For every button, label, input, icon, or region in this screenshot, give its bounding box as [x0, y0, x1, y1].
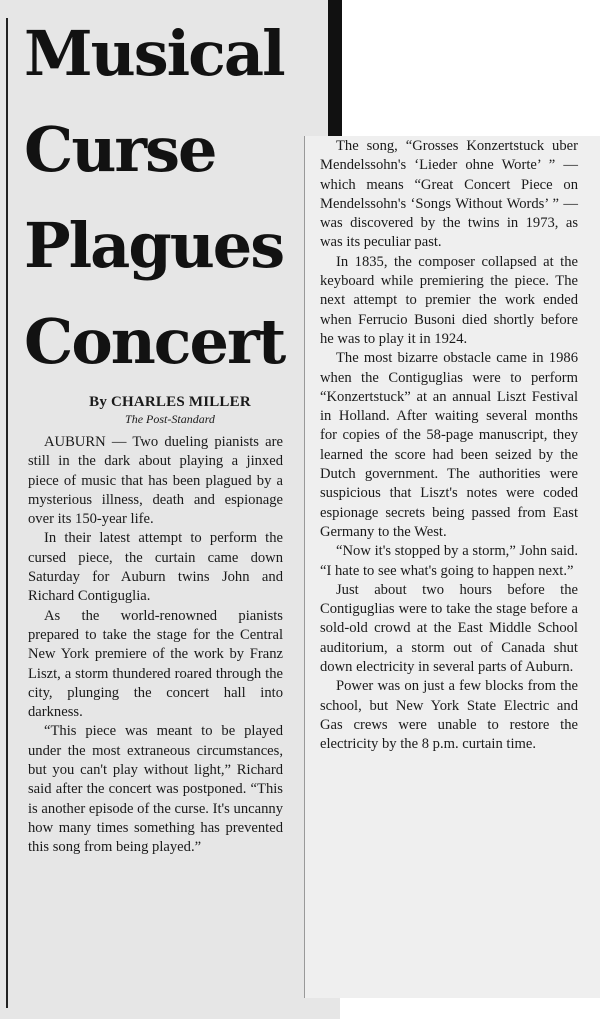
article-column-right: [320, 137, 578, 755]
paragraph: In their latest attempt to perform the cursed piece, the curtain came down Saturday for Auburn twins John and Richard Contiguglia.: [28, 530, 283, 605]
paragraph: “Now it's stopped by a storm,” John said. “I hate to see what's going to happen next.”: [320, 543, 578, 579]
scan-edge-bar: [328, 0, 342, 140]
paragraph: The song, “Grosses Konzertstuck uber Mendelssohn's ‘Lieder ohne Worte’ ” — which means “Great Concert Piece on Mendelssohn's ‘Songs Without Words’ ” — was discovered by the twins in 1973, as was its peculiar past.: [320, 138, 578, 251]
paragraph: Just about two hours before the Contiguglias were to take the stage before a sold-old crowd at the East Middle School auditorium, a storm out of Canada shut down electricity in several parts of Auburn.: [320, 581, 578, 676]
paragraph: Power was on just a few blocks from the school, but New York State Electric and Gas crews were unable to restore the electricity by the 8 p.m. curtain time.: [320, 678, 578, 753]
article-column-left: [28, 433, 283, 858]
headline: [24, 6, 324, 390]
paragraph: “This piece was meant to be played under the most extraneous circumstances, but you can't play without light,” Richard said after the concert was postponed. “This is another episode of the curse. It's uncanny how many times something has prevented this song from being played.”: [28, 723, 283, 856]
paragraph: As the world-renowned pianists prepared to take the stage for the Central New York premiere of the work by Franz Liszt, a storm thundered roared through the city, plunging the concert hall into darkness.: [28, 607, 283, 721]
headline-line: Concert: [24, 305, 285, 378]
headline-line: Plagues: [24, 209, 284, 282]
column-rule: [304, 136, 305, 998]
column-rule: [6, 18, 8, 1008]
publication-name: The Post-Standard: [125, 412, 215, 426]
headline-line: Musical: [24, 17, 284, 90]
paragraph: The most bizarre obstacle came in 1986 when the Contiguglias were to perform “Konzertstuck” at an annual Liszt Festival in Holland. After waiting several months for copies of the 58-page manuscript, they learned the score had been seized by the Dutch government. The authorities were suspicious that Liszt's notes were coded espionage secrets being passed from East Germany to the West.: [320, 350, 578, 540]
paragraph: AUBURN — Two dueling pianists are still in the dark about playing a jinxed piece of music that has been plagued by a mysterious illness, death and espionage over its 150-year life.: [28, 434, 283, 528]
paragraph: In 1835, the composer collapsed at the keyboard while premiering the piece. The next attempt to premier the work ended when Ferrucio Busoni died shortly before he was to play it in 1924.: [320, 253, 578, 347]
byline-block: [40, 394, 300, 427]
byline: By CHARLES MILLER: [89, 394, 251, 410]
headline-line: Curse: [24, 113, 216, 186]
